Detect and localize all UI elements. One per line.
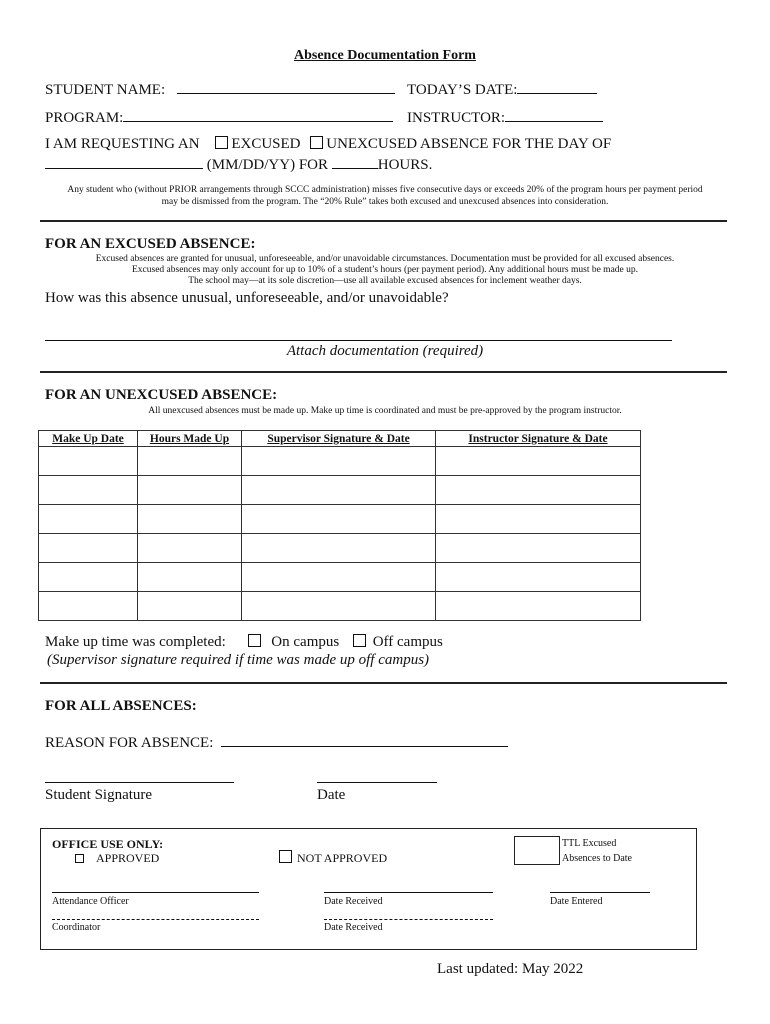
makeup-date-cell[interactable] — [39, 447, 138, 476]
instructor-signature-cell[interactable] — [436, 476, 641, 505]
date-received-label: Date Received — [324, 896, 383, 907]
office-use-box — [40, 828, 697, 950]
todays-date-field[interactable] — [517, 79, 597, 94]
excused-note-1: Excused absences are granted for unusual, unforeseeable, and/or unavoidable circumstances. Documentation must be provided for all excused absences. — [95, 254, 675, 264]
supervisor-signature-cell[interactable] — [242, 505, 436, 534]
excused-question: How was this absence unusual, unforeseeable, and/or unavoidable? — [45, 290, 449, 306]
excused-answer-line[interactable] — [45, 340, 672, 341]
student-name-row — [45, 79, 395, 99]
attach-note: Attach documentation (required) — [286, 343, 484, 359]
date-format-text: (MM/DD/YY) FOR — [206, 157, 329, 173]
excused-note-3: The school may—at its sole discretion—use all available excused absences for inclement weather days. — [188, 276, 582, 286]
supervisor-signature-cell[interactable] — [242, 563, 436, 592]
hours-cell[interactable] — [138, 447, 242, 476]
on-campus-checkbox[interactable] — [248, 634, 261, 647]
hours-cell[interactable] — [138, 534, 242, 563]
unexcused-option-label: UNEXCUSED ABSENCE FOR THE DAY OF — [326, 136, 612, 152]
table-row — [39, 534, 641, 563]
policy-line-1: Any student who (without PRIOR arrangements through SCCC administration) misses five consecutive days or exceeds 20% of the program hours per payment period — [67, 185, 703, 195]
instructor-label: INSTRUCTOR: — [407, 110, 506, 126]
absences-to-date-label: Absences to Date — [562, 853, 632, 864]
request-prefix: I AM REQUESTING AN — [45, 136, 200, 152]
approved-checkbox[interactable] — [75, 854, 84, 863]
todays-date-row — [407, 79, 597, 99]
student-name-label: STUDENT NAME: — [45, 82, 166, 98]
form-title: Absence Documentation Form — [294, 48, 476, 63]
makeup-table-header — [39, 431, 641, 447]
section-divider — [40, 371, 727, 373]
student-name-field[interactable] — [177, 79, 395, 94]
absence-date-row — [45, 154, 432, 174]
date-received-line[interactable] — [324, 919, 493, 920]
date-label: Date — [317, 787, 346, 803]
makeup-date-cell[interactable] — [39, 563, 138, 592]
student-signature-label: Student Signature — [45, 787, 153, 803]
excused-option-label: EXCUSED — [231, 136, 301, 152]
table-row — [39, 505, 641, 534]
table-row — [39, 447, 641, 476]
unexcused-note: All unexcused absences must be made up. Make up time is coordinated and must be pre-approved by the program instructor. — [148, 406, 622, 416]
on-campus-label: On campus — [271, 634, 340, 650]
instructor-signature-cell[interactable] — [436, 563, 641, 592]
todays-date-label: TODAY’S DATE: — [407, 82, 518, 98]
coordinator-label: Coordinator — [52, 922, 101, 933]
supervisor-signature-cell[interactable] — [242, 447, 436, 476]
ttl-excused-label: TTL Excused — [562, 838, 617, 849]
instructor-signature-cell[interactable] — [436, 534, 641, 563]
makeup-date-cell[interactable] — [39, 476, 138, 505]
column-header: Hours Made Up — [138, 431, 242, 447]
table-row — [39, 476, 641, 505]
policy-line-2: may be dismissed from the program. The “20% Rule” takes both excused and unexcused absences into consideration. — [161, 197, 609, 207]
hours-text: HOURS. — [377, 157, 433, 173]
column-header: Instructor Signature & Date — [436, 431, 641, 447]
makeup-date-cell[interactable] — [39, 505, 138, 534]
not-approved-label: NOT APPROVED — [297, 851, 388, 865]
date-entered-label: Date Entered — [550, 896, 603, 907]
instructor-row — [407, 107, 603, 127]
reason-field[interactable] — [221, 732, 508, 747]
makeup-completed-label: Make up time was completed: — [45, 634, 226, 650]
section-divider — [40, 682, 727, 684]
instructor-signature-cell[interactable] — [436, 505, 641, 534]
instructor-field[interactable] — [505, 107, 603, 122]
date-received-label: Date Received — [324, 922, 383, 933]
excused-note-2: Excused absences may only account for up to 10% of a student’s hours (per payment period). Any additional hours must be made up. — [131, 265, 639, 275]
instructor-signature-cell[interactable] — [436, 592, 641, 621]
hours-cell[interactable] — [138, 476, 242, 505]
supervisor-signature-cell[interactable] — [242, 592, 436, 621]
hours-field[interactable] — [332, 154, 378, 169]
unexcused-heading: FOR AN UNEXCUSED ABSENCE: — [45, 387, 278, 403]
not-approved-checkbox[interactable] — [279, 850, 292, 863]
instructor-signature-cell[interactable] — [436, 447, 641, 476]
off-campus-label: Off campus — [372, 634, 443, 650]
attendance-officer-line[interactable] — [52, 892, 259, 893]
hours-cell[interactable] — [138, 592, 242, 621]
date-received-line[interactable] — [324, 892, 493, 893]
supervisor-note: (Supervisor signature required if time was made up off campus) — [47, 652, 430, 668]
makeup-date-cell[interactable] — [39, 534, 138, 563]
program-label: PROGRAM: — [45, 110, 124, 126]
off-campus-checkbox[interactable] — [353, 634, 366, 647]
unexcused-checkbox[interactable] — [310, 136, 323, 149]
hours-cell[interactable] — [138, 563, 242, 592]
coordinator-line[interactable] — [52, 919, 259, 920]
makeup-table — [38, 430, 641, 621]
program-field[interactable] — [123, 107, 393, 122]
makeup-date-cell[interactable] — [39, 592, 138, 621]
student-signature-line[interactable] — [45, 782, 234, 783]
program-row — [45, 107, 393, 127]
table-row — [39, 592, 641, 621]
not-approved-row — [279, 850, 387, 866]
student-date-line[interactable] — [317, 782, 437, 783]
request-row — [45, 136, 611, 153]
makeup-completed-row — [45, 634, 443, 651]
table-row — [39, 563, 641, 592]
supervisor-signature-cell[interactable] — [242, 476, 436, 505]
excused-heading: FOR AN EXCUSED ABSENCE: — [45, 236, 256, 252]
section-divider — [40, 220, 727, 222]
office-use-heading: OFFICE USE ONLY: — [52, 837, 164, 851]
excused-checkbox[interactable] — [215, 136, 228, 149]
column-header: Make Up Date — [39, 431, 138, 447]
approved-label: APPROVED — [96, 851, 160, 865]
column-header: Supervisor Signature & Date — [242, 431, 436, 447]
reason-label: REASON FOR ABSENCE: — [45, 735, 214, 751]
attendance-officer-label: Attendance Officer — [52, 896, 129, 907]
absence-date-field[interactable] — [45, 154, 203, 169]
all-absences-heading: FOR ALL ABSENCES: — [45, 698, 197, 714]
approved-row — [75, 851, 159, 866]
ttl-excused-box[interactable] — [514, 836, 560, 865]
reason-row — [45, 732, 508, 752]
supervisor-signature-cell[interactable] — [242, 534, 436, 563]
date-entered-line[interactable] — [550, 892, 650, 893]
hours-cell[interactable] — [138, 505, 242, 534]
last-updated: Last updated: May 2022 — [437, 961, 584, 977]
